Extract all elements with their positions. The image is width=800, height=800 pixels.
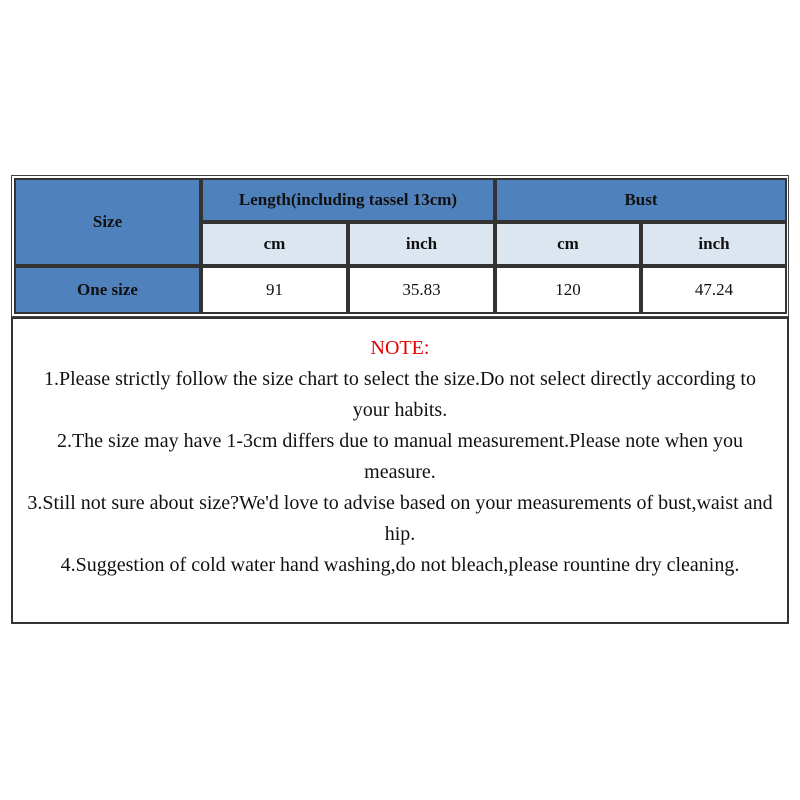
bust-header: Bust <box>495 178 787 222</box>
length-header: Length(including tassel 13cm) <box>201 178 495 222</box>
bust-inch-header: inch <box>641 222 787 266</box>
row-label-one-size: One size <box>14 266 201 314</box>
note-line-1: 1.Please strictly follow the size chart to select the size.Do not select directly according to your habits. <box>44 368 756 421</box>
note-box <box>11 317 789 624</box>
size-header: Size <box>14 178 201 266</box>
length-cm-value: 91 <box>201 266 348 314</box>
length-cm-header: cm <box>201 222 348 266</box>
note-line-4: 4.Suggestion of cold water hand washing,do not bleach,please rountine dry cleaning. <box>60 554 740 576</box>
note-line-2: 2.The size may have 1-3cm differs due to manual measurement.Please note when you measure. <box>56 430 744 483</box>
length-inch-header: inch <box>348 222 495 266</box>
note-title: NOTE: <box>370 337 430 359</box>
size-chart-table <box>11 175 789 317</box>
length-inch-value: 35.83 <box>348 266 495 314</box>
note-line-3: 3.Still not sure about size?We'd love to advise based on your measurements of bust,waist and hip. <box>27 492 773 545</box>
bust-cm-value: 120 <box>495 266 641 314</box>
bust-inch-value: 47.24 <box>641 266 787 314</box>
bust-cm-header: cm <box>495 222 641 266</box>
